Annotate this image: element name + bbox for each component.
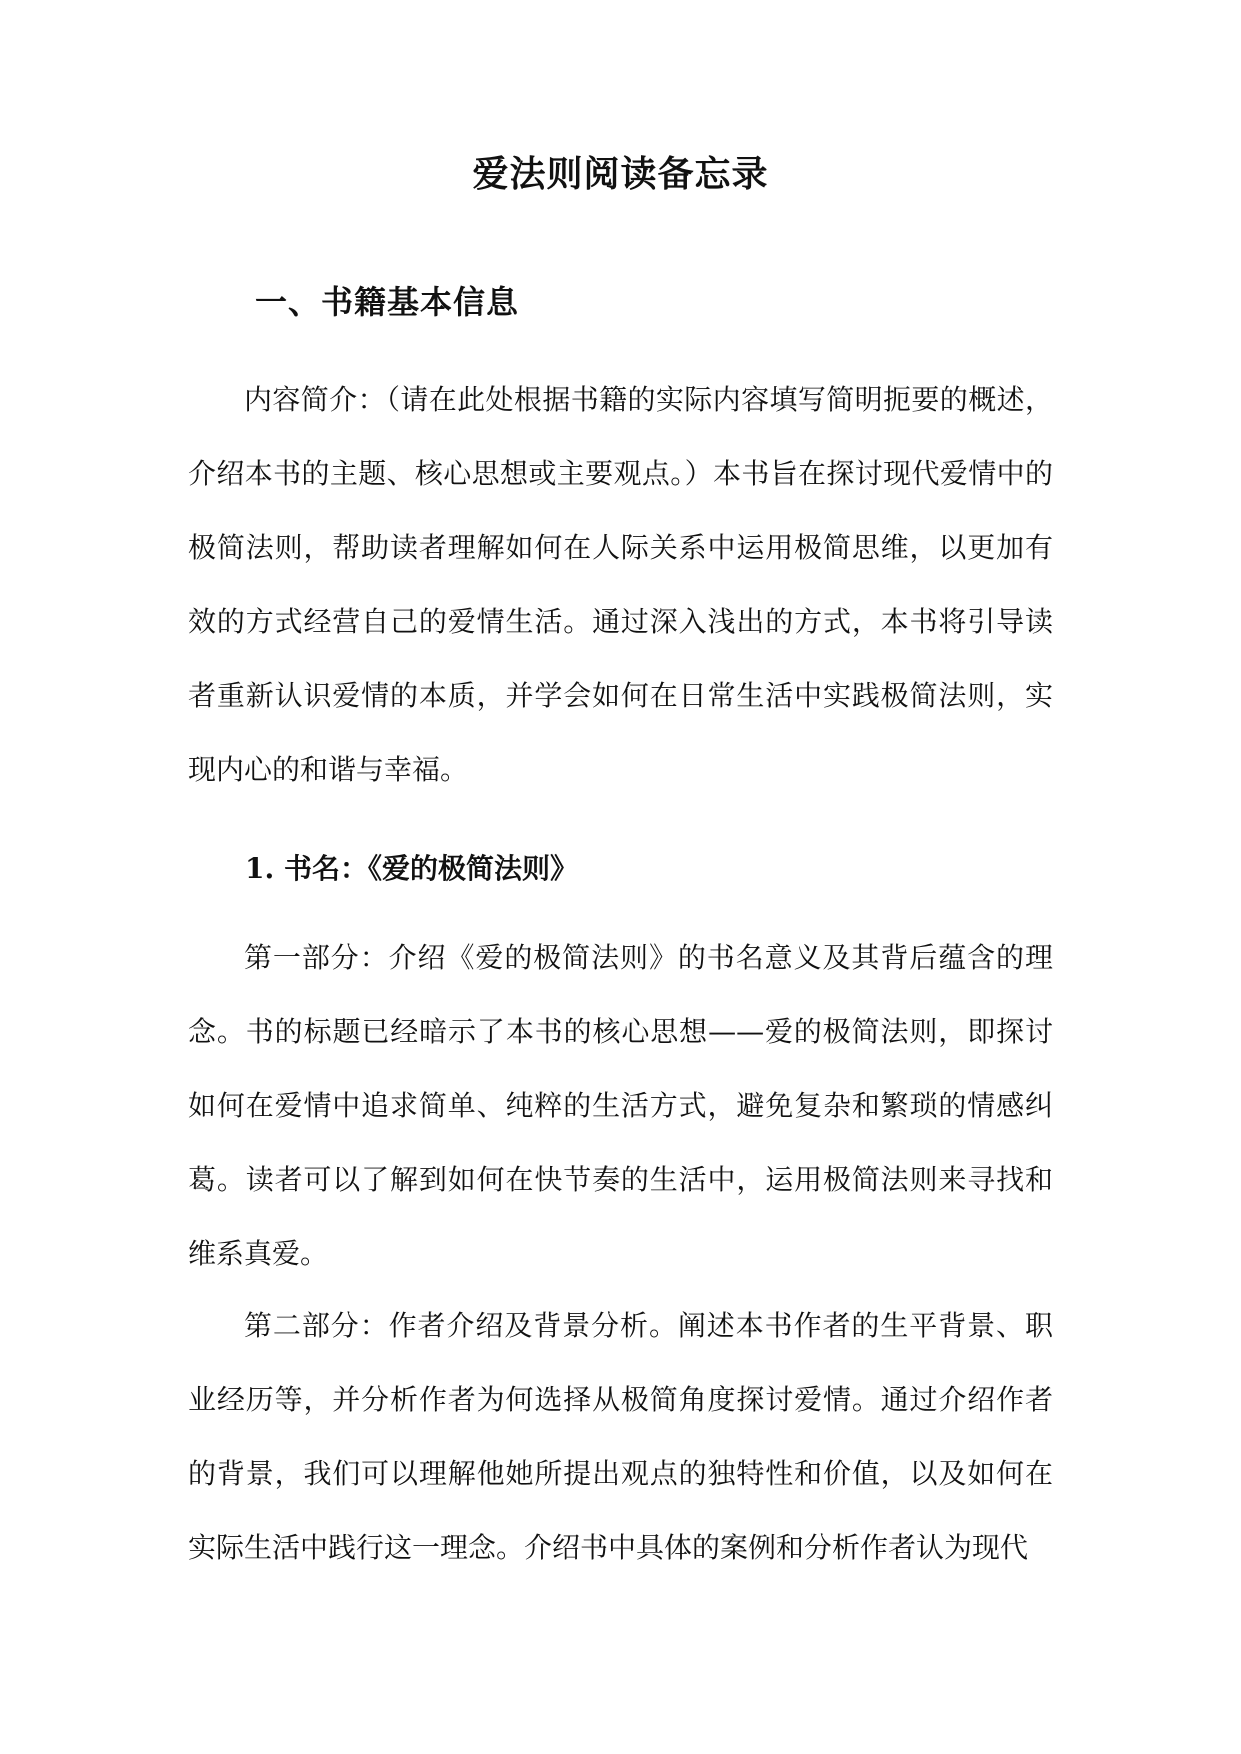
document-title: 爱法则阅读备忘录 bbox=[472, 153, 769, 195]
subsection-heading-book-title: 1. 书名：《爱的极简法则》 bbox=[245, 852, 578, 885]
part-two-paragraph: 第二部分：作者介绍及背景分析。阐述本书作者的生平背景、职业经历等，并分析作者为何选择从极简角度探讨爱情。通过介绍作者的背景，我们可以理解他她所提出观点的独特性和价值，以及如何在实际生活中践行这一理念。介绍书中具体的案例和分析作者认为现代 bbox=[188, 1309, 1053, 1564]
section-heading-book-info: 一、书籍基本信息 bbox=[255, 283, 520, 321]
part-one-paragraph: 第一部分：介绍《爱的极简法则》的书名意义及其背后蕴含的理念。书的标题已经暗示了本书的核心思想——爱的极简法则，即探讨如何在爱情中追求简单、纯粹的生活方式，避免复杂和繁琐的情感纠葛。读者可以了解到如何在快节奏的生活中，运用极简法则来寻找和维系真爱。 bbox=[188, 941, 1053, 1270]
intro-paragraph: 内容简介：（请在此处根据书籍的实际内容填写简明扼要的概述，介绍本书的主题、核心思想或主要观点。）本书旨在探讨现代爱情中的极简法则，帮助读者理解如何在人际关系中运用极简思维，以更加有效的方式经营自己的爱情生活。通过深入浅出的方式，本书将引导读者重新认识爱情的本质，并学会如何在日常生活中实践极简法则，实现内心的和谐与幸福。 bbox=[188, 383, 1053, 786]
